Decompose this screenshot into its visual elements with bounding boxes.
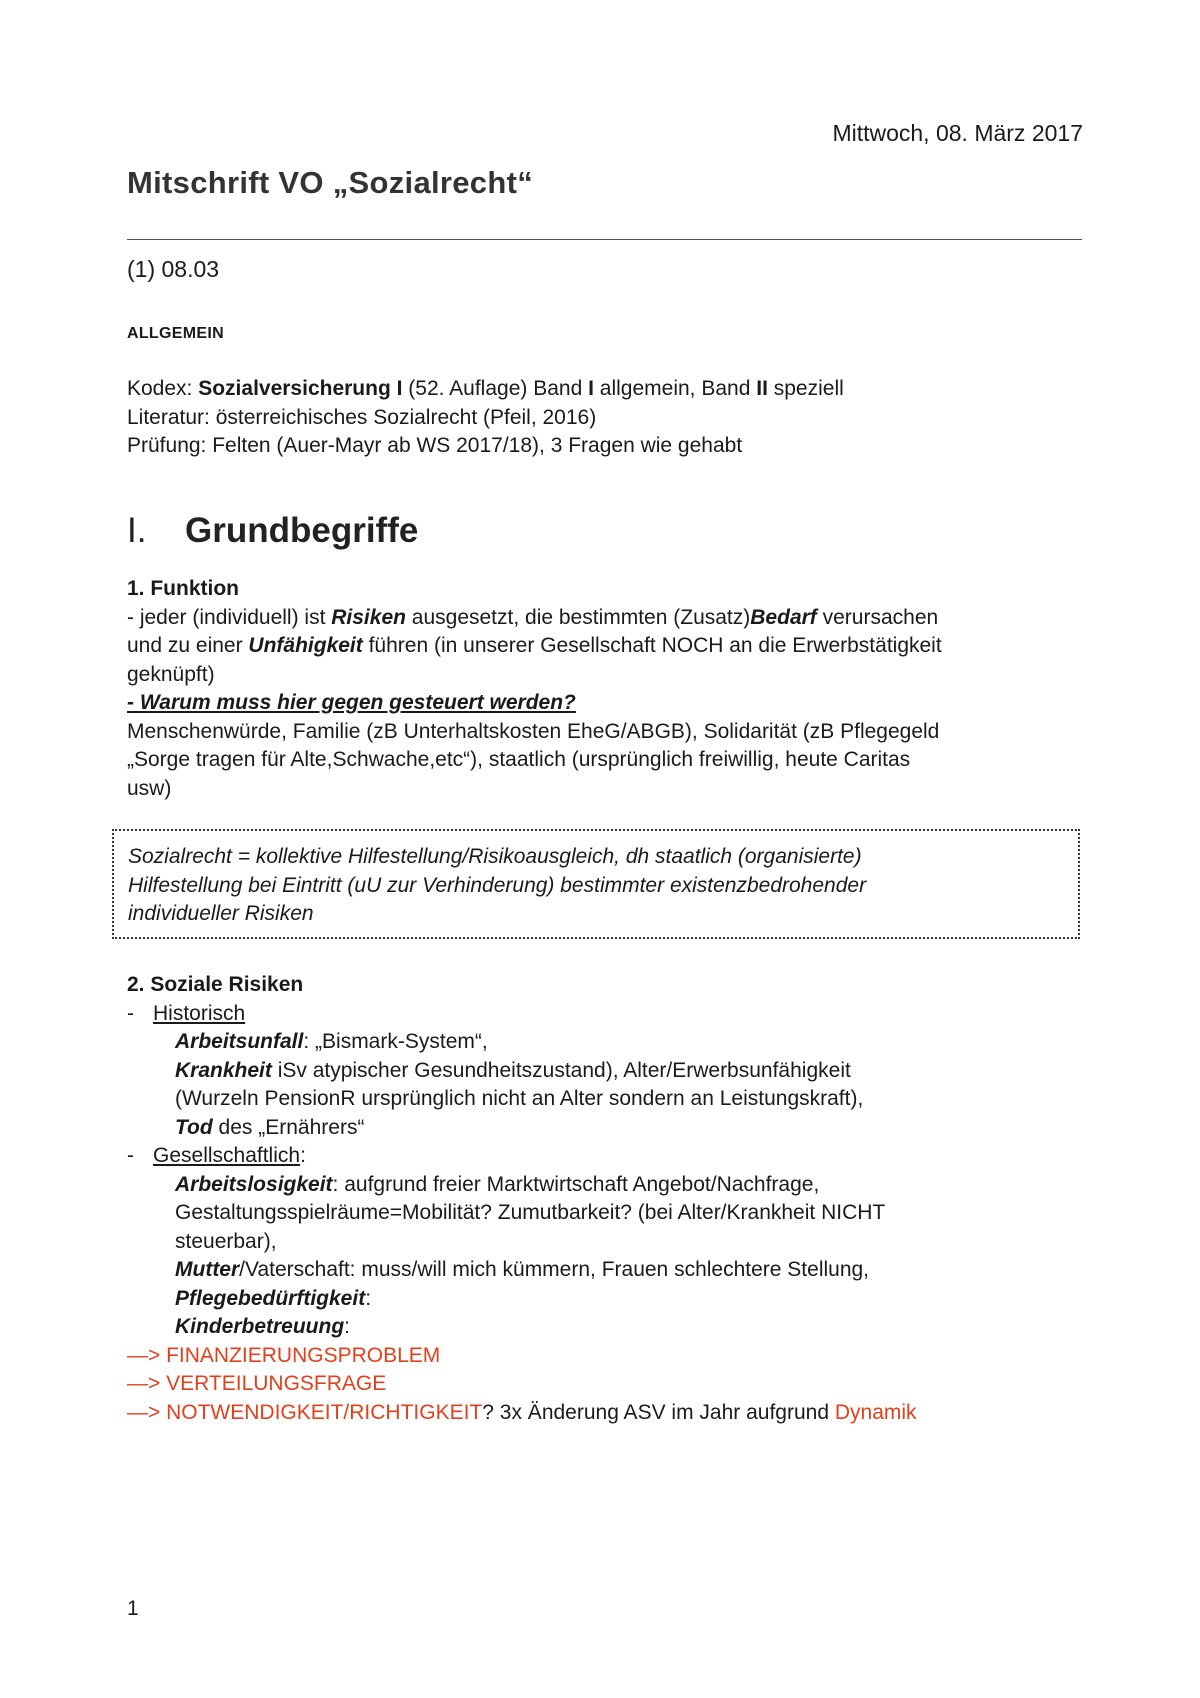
kodex-line: Kodex: Sozialversicherung I (52. Auflage) Band I allgemein, Band II speziell [127,377,844,400]
document-title: Mitschrift VO „Sozialrecht“ [127,165,533,200]
text-line: „Sorge tragen für Alte,Schwache,etc“), staatlich (ursprünglich freiwillig, heute Caritas [127,748,911,771]
document-date: Mittwoch, 08. März 2017 [832,120,1083,146]
text-line: und zu einer Unfähigkeit führen (in unserer Gesellschaft NOCH an die Erwerbstätigkeit [127,634,942,657]
page-number: 1 [127,1597,139,1620]
funktion-section [127,575,942,803]
text-line: Krankheit iSv atypischer Gesundheitszustand), Alter/Erwerbsunfähigkeit [175,1058,851,1082]
funktion-heading: 1. Funktion [127,577,239,600]
text-line: (Wurzeln PensionR ursprünglich nicht an Alter sondern an Leistungskraft), [175,1087,864,1110]
allgemein-heading: ALLGEMEIN [127,325,224,342]
definition-line: Hilfestellung bei Eintritt (uU zur Verhinderung) bestimmter existenzbedrohender [128,873,867,897]
risiken-heading: 2. Soziale Risiken [127,973,304,996]
text-line: Pflegebedürftigkeit: [175,1286,372,1310]
gesellschaftlich-item: - Gesellschaftlich: [127,1144,306,1167]
section-heading-grundbegriffe: I. Grundbegriffe [127,511,419,550]
text-line: Kinderbetreuung: [175,1315,351,1338]
definition-box [112,829,1080,939]
pruefung-line: Prüfung: Felten (Auer-Mayr ab WS 2017/18), 3 Fragen wie gehabt [127,434,743,457]
text-line: geknüpft) [127,662,215,686]
lecture-number: (1) 08.03 [127,256,220,282]
text-line: Gestaltungsspielräume=Mobilität? Zumutbarkeit? (bei Alter/Krankheit NICHT [175,1201,886,1224]
text-line: usw) [127,776,172,800]
conclusion-line: —> NOTWENDIGKEIT/RICHTIGKEIT? 3x Änderung ASV im Jahr aufgrund Dynamik [127,1400,917,1424]
soziale-risiken-section [127,971,917,1427]
conclusion-line: —> VERTEILUNGSFRAGE [127,1372,387,1395]
definition-line: individueller Risiken [128,902,314,925]
definition-line: Sozialrecht = kollektive Hilfestellung/Risikoausgleich, dh staatlich (organisierte) [128,845,862,868]
title-divider [127,239,1082,240]
general-info [127,375,844,461]
text-line: steuerbar), [175,1229,277,1253]
literatur-line: Literatur: österreichisches Sozialrecht (Pfeil, 2016) [127,405,597,429]
text-line: - jeder (individuell) ist Risiken ausgesetzt, die bestimmten (Zusatz)Bedarf verursachen [127,605,939,629]
text-line: Arbeitsunfall: „Bismark-System“, [175,1030,488,1053]
conclusion-line: —> FINANZIERUNGSPROBLEM [127,1343,441,1367]
text-line: Tod des „Ernährers“ [175,1115,365,1139]
question-line: - Warum muss hier gegen gesteuert werden? [127,691,576,714]
text-line: Menschenwürde, Familie (zB Unterhaltskosten EheG/ABGB), Solidarität (zB Pflegegeld [127,719,940,743]
text-line: Arbeitslosigkeit: aufgrund freier Marktwirtschaft Angebot/Nachfrage, [175,1172,820,1196]
text-line: Mutter/Vaterschaft: muss/will mich kümmern, Frauen schlechtere Stellung, [175,1258,870,1281]
historisch-item: - Historisch [127,1001,246,1025]
